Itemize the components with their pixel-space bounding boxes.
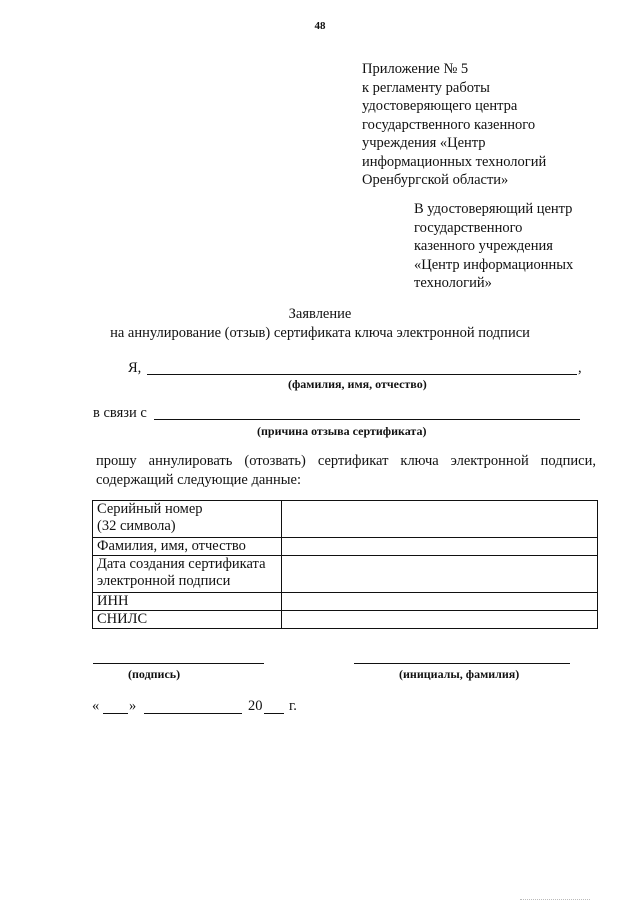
table-row	[93, 611, 598, 629]
request-word: аннулировать	[148, 453, 233, 469]
scan-artifact	[520, 899, 590, 900]
table-row	[93, 556, 598, 593]
date-year-prefix: 20	[248, 698, 263, 714]
full-name-label: Фамилия, имя, отчество	[97, 538, 246, 554]
date-close-quote: »	[129, 698, 137, 714]
creation-date-value[interactable]	[282, 556, 598, 593]
signature-caption: (подпись)	[128, 667, 181, 681]
applicant-caption: (фамилия, имя, отчество)	[288, 377, 427, 391]
date-year-line[interactable]	[264, 713, 284, 714]
date-year-suffix: г.	[289, 698, 297, 714]
applicant-name-line[interactable]	[147, 374, 577, 375]
request-word: прошу	[96, 453, 137, 469]
inn-value[interactable]	[282, 593, 598, 611]
initials-line[interactable]	[354, 663, 570, 664]
recipient-line: «Центр информационных	[414, 256, 574, 273]
date-day-line[interactable]	[103, 713, 128, 714]
title-heading: Заявление	[288, 306, 352, 322]
recipient-block	[414, 200, 573, 293]
appendix-line: информационных технологий	[362, 153, 547, 170]
request-word: сертификат	[317, 453, 389, 469]
table-label-cell	[93, 538, 282, 556]
request-word: ключа	[400, 453, 439, 469]
certificate-data-table	[92, 500, 598, 629]
request-line-2: содержащий следующие данные:	[96, 471, 301, 488]
date-month-line[interactable]	[144, 713, 242, 714]
initials-caption: (инициалы, фамилия)	[399, 667, 520, 681]
request-paragraph	[96, 452, 596, 489]
table-row	[93, 593, 598, 611]
request-word: подписи,	[540, 453, 596, 469]
table-row	[93, 538, 598, 556]
applicant-suffix: ,	[578, 360, 582, 376]
serial-number-label: Серийный номер	[97, 501, 203, 517]
appendix-block	[362, 60, 546, 190]
reason-caption: (причина отзыва сертификата)	[257, 424, 427, 438]
appendix-line: удостоверяющего центра	[362, 98, 518, 114]
appendix-line: к регламенту работы	[362, 79, 490, 96]
request-line-1	[96, 452, 596, 471]
request-word: электронной	[450, 453, 529, 469]
appendix-line: учреждения «Центр	[362, 135, 486, 151]
inn-label: ИНН	[97, 593, 129, 609]
snils-label: СНИЛС	[97, 611, 148, 627]
recipient-line: технологий»	[414, 275, 492, 291]
date-open-quote: «	[92, 698, 100, 714]
table-label-cell	[93, 593, 282, 611]
signature-line[interactable]	[93, 663, 264, 664]
snils-value[interactable]	[282, 611, 598, 629]
page-number: 48	[314, 20, 326, 32]
table-label-cell	[93, 501, 282, 538]
applicant-prefix: Я,	[128, 360, 142, 376]
recipient-line: В удостоверяющий центр	[414, 201, 573, 217]
appendix-line: Оренбургской области»	[362, 172, 509, 188]
table-label-cell	[93, 556, 282, 593]
serial-number-hint: (32 символа)	[97, 518, 176, 534]
request-word: (отозвать)	[244, 453, 306, 469]
table-label-cell	[93, 611, 282, 629]
serial-number-value[interactable]	[282, 501, 598, 538]
title-subheading: на аннулирование (отзыв) сертификата ключа электронной подписи	[110, 324, 530, 341]
full-name-value[interactable]	[282, 538, 598, 556]
reason-line[interactable]	[154, 419, 580, 420]
document-title	[0, 305, 640, 342]
appendix-line: Приложение № 5	[362, 61, 469, 77]
creation-date-label: Дата создания сертификата	[97, 556, 266, 572]
appendix-line: государственного казенного	[362, 116, 536, 133]
creation-date-label-cont: электронной подписи	[97, 573, 231, 589]
recipient-line: казенного учреждения	[414, 238, 553, 254]
table-row	[93, 501, 598, 538]
reason-prefix: в связи с	[93, 405, 147, 421]
recipient-line: государственного	[414, 219, 523, 236]
